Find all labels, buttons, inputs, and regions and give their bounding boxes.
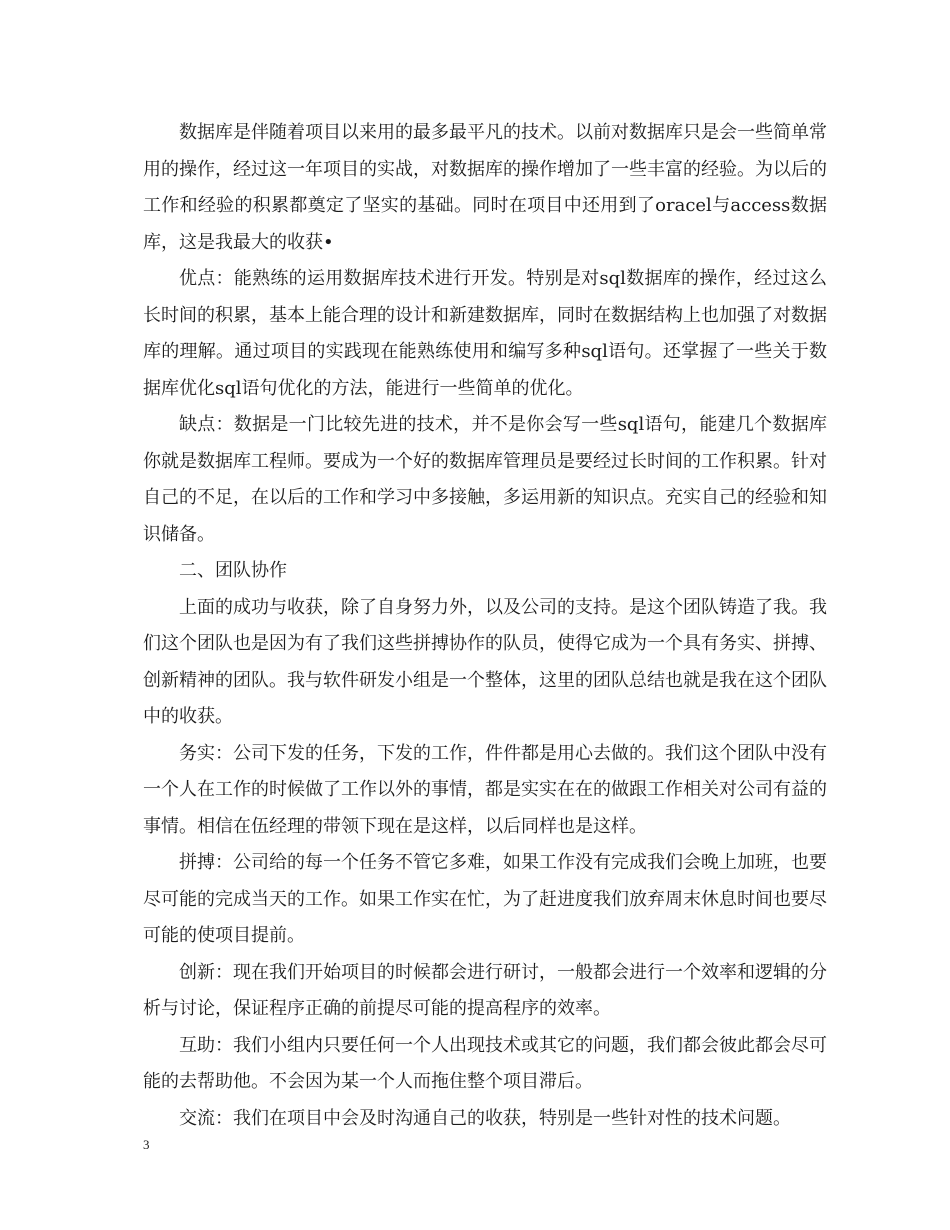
paragraph-hard-work: 拼搏：公司给的每一个任务不管它多难，如果工作没有完成我们会晚上加班，也要尽可能的完成当天的工作。如果工作实在忙，为了赶进度我们放弃周末休息时间也要尽可能的使项目提前。	[143, 852, 827, 946]
paragraph-team-intro: 上面的成功与收获，除了自身努力外，以及公司的支持。是这个团队铸造了我。我们这个团队也是因为有了我们这些拼搏协作的队员，使得它成为一个具有务实、拼搏、创新精神的团队。我与软件研发小组是一个整体，这里的团队总结也就是我在这个团队中的收获。	[143, 596, 827, 727]
paragraph-pragmatic: 务实：公司下发的任务，下发的工作，件件都是用心去做的。我们这个团队中没有一个人在工作的时候做了工作以外的事情，都是实实在在的做跟工作相关对公司有益的事情。相信在伍经理的带领下现在是这样，以后同样也是这样。	[143, 742, 827, 837]
paragraph-strengths: 优点：能熟练的运用数据库技术进行开发。特别是对sql数据库的操作，经过这么长时间的积累，基本上能合理的设计和新建数据库，同时在数据结构上也加强了对数据库的理解。通过项目的实践现在能熟练使用和编写多种sql语句。还掌握了一些关于数据库优化sql语句优化的方法，能进行一些简单的优化。	[143, 268, 827, 399]
section-heading-teamwork: 二、团队协作	[179, 560, 287, 581]
paragraph-innovation: 创新：现在我们开始项目的时候都会进行研讨，一般都会进行一个效率和逻辑的分析与讨论，保证程序正确的前提尽可能的提高程序的效率。	[143, 961, 827, 1019]
paragraph-weaknesses: 缺点：数据是一门比较先进的技术，并不是你会写一些sql语句，能建几个数据库你就是数据库工程师。要成为一个好的数据库管理员是要经过长时间的工作积累。针对自己的不足，在以后的工作和学习中多接触，多运用新的知识点。充实自己的经验和知识储备。	[143, 414, 827, 545]
paragraph-mutual-help: 互助：我们小组内只要任何一个人出现技术或其它的问题，我们都会彼此都会尽可能的去帮助他。不会因为某一个人而拖住整个项目滞后。	[143, 1034, 827, 1092]
paragraph-communication: 交流：我们在项目中会及时沟通自己的收获，特别是一些针对性的技术问题。	[179, 1107, 791, 1129]
page-number: 3	[143, 1137, 150, 1152]
paragraph-database-intro: 数据库是伴随着项目以来用的最多最平凡的技术。以前对数据库只是会一些简单常用的操作，经过这一年项目的实战，对数据库的操作增加了一些丰富的经验。为以后的工作和经验的积累都奠定了坚实的基础。同时在项目中还用到了oracel与access数据库，这是我最大的收获•	[143, 122, 827, 253]
document-body	[143, 115, 827, 1137]
